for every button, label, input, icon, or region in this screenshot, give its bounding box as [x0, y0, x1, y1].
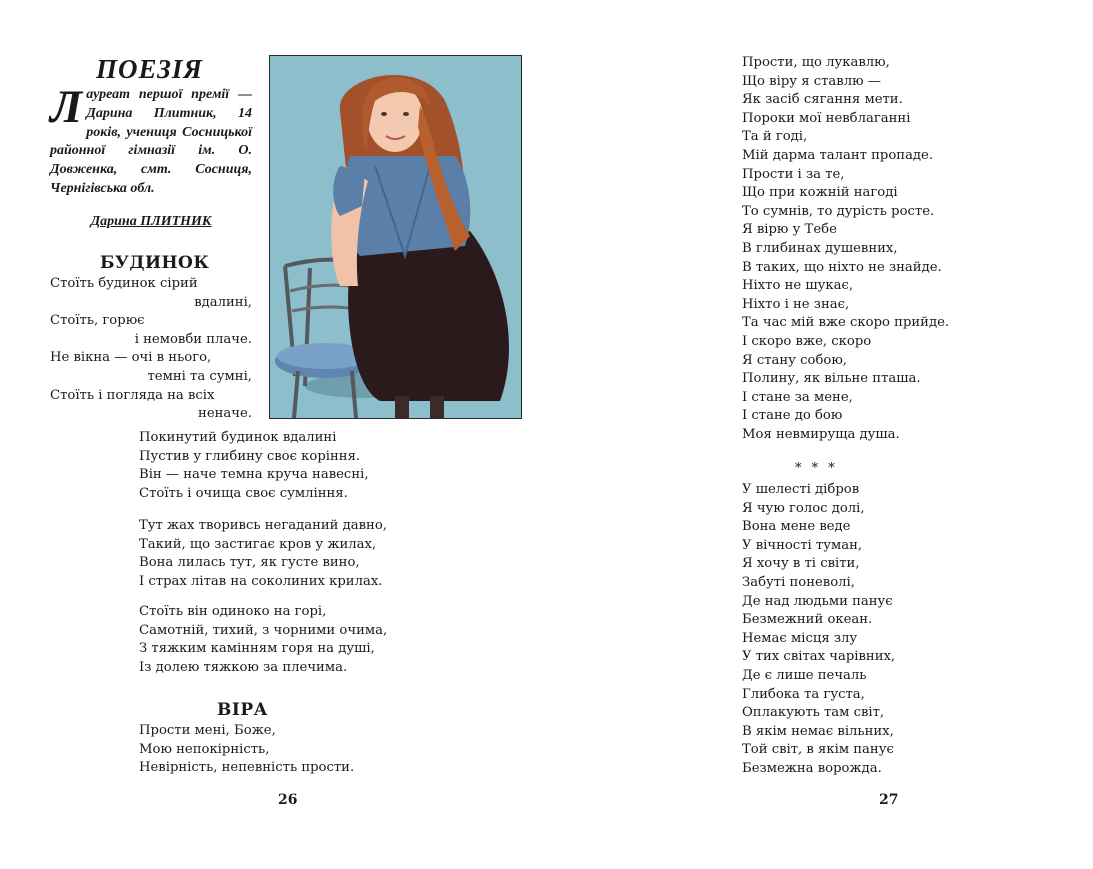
- poem-line: Як засіб сягання мети.: [742, 92, 903, 108]
- poem-line: З тяжким камінням горя на душі,: [139, 641, 375, 657]
- poem-line: і немовби плаче.: [134, 331, 252, 347]
- poem-line: У тих світах чарівних,: [742, 649, 896, 665]
- poem-line: Ніхто не шукає,: [742, 278, 854, 294]
- poem-line: Прости, що лукавлю,: [742, 55, 890, 70]
- poem-line: Той світ, в якім панує: [742, 742, 894, 758]
- poem-line: Прости і за те,: [742, 166, 845, 182]
- poem-budynok-stanza-2: [139, 517, 387, 591]
- author-photo: [269, 55, 522, 419]
- poem-title-budynok: БУДИНОК: [100, 253, 210, 273]
- page-number-left: 26: [278, 792, 298, 808]
- poem-line: У вічності туман,: [742, 537, 863, 553]
- poem-line: Пустив у глибину своє коріння.: [139, 448, 361, 464]
- poem-line: У шелесті дібров: [742, 482, 860, 497]
- poem-line: В таких, що ніхто не знайде.: [742, 259, 942, 275]
- poem-line: Мою непокірність,: [139, 741, 270, 757]
- poem-line: Вона мене веде: [742, 519, 851, 535]
- poem-line: І страх літав на соколиних крилах.: [139, 573, 383, 589]
- poem-line: Оплакують там світ,: [742, 705, 885, 721]
- poem-line: Такий, що застигає кров у жилах,: [139, 536, 377, 552]
- section-title: ПОЕЗІЯ: [96, 54, 203, 84]
- poem-line: Безмежний океан.: [742, 612, 873, 628]
- poem-line: Безмежна ворожда.: [742, 760, 882, 776]
- poem-line: То сумнів, то дурість росте.: [742, 203, 935, 219]
- poem-line: Стоїть будинок сірий: [50, 276, 198, 291]
- poem-line: Де над людьми панує: [742, 593, 893, 609]
- poem-line: Вона лилась тут, як густе вино,: [139, 555, 360, 571]
- poem-line: Пороки мої невблаганні: [742, 110, 911, 126]
- poem-line: Та й годі,: [742, 129, 808, 145]
- poem-line: Стоїть він одиноко на горі,: [139, 604, 327, 619]
- stanza-separator: * * *: [795, 461, 838, 476]
- poem-line: Глибока та густа,: [742, 686, 865, 702]
- poem-line: Не вікна — очі в нього,: [50, 350, 212, 366]
- poem-line: Немає місця злу: [742, 630, 858, 646]
- poem-line: Полину, як вільне пташа.: [742, 371, 921, 387]
- poem-line: Забуті поневолі,: [742, 574, 855, 590]
- author-portrait-image: [270, 56, 521, 418]
- poem-line: Покинутий будинок вдалині: [139, 430, 337, 445]
- poem-line: Що при кожній нагоді: [742, 185, 898, 201]
- poem-budynok-opening: [50, 275, 252, 424]
- poem-budynok-stanza-3: [139, 603, 387, 677]
- poem-line: Мій дарма талант пропаде.: [742, 147, 934, 163]
- page-number-right: 27: [879, 792, 899, 808]
- poem-line: Стоїть, горює: [50, 313, 145, 329]
- poem-line: Невірність, непевність прости.: [139, 760, 355, 776]
- poem-line: Я стану собою,: [742, 352, 848, 368]
- poem-line: І стане до бою: [742, 408, 843, 424]
- poem-line: В якім немає вільних,: [742, 723, 894, 739]
- author-intro: [50, 81, 252, 199]
- poem-untitled: [742, 481, 895, 779]
- poem-line: Ніхто і не знає,: [742, 296, 850, 312]
- poem-line: І скоро вже, скоро: [742, 333, 872, 349]
- poem-line: Моя невмируща душа.: [742, 426, 900, 442]
- poem-line: Він — наче темна круча навесні,: [139, 467, 369, 483]
- poem-line: вдалині,: [194, 294, 252, 310]
- poem-line: Я вірю у Тебе: [742, 222, 837, 238]
- poem-vira-continued: [742, 54, 949, 444]
- intro-dropcap: Л: [50, 81, 83, 133]
- poem-vira-opening: [139, 722, 354, 778]
- poem-line: І стане за мене,: [742, 389, 853, 405]
- poem-line: Стоїть і погляда на всіх: [50, 387, 215, 403]
- poem-line: Прости мені, Боже,: [139, 723, 276, 738]
- poem-line: В глибинах душевних,: [742, 240, 898, 256]
- poem-line: Я чую голос долі,: [742, 500, 865, 516]
- poem-line: Я хочу в ті світи,: [742, 556, 860, 572]
- intro-text: ауреат першої премії — Дарина Плитник, 14 років, учениця Сосницької районної гімназії ім. О. Довженка, смт. Сосниця, Чернігівська обл.: [50, 87, 252, 196]
- poem-line: темні та сумні,: [147, 368, 252, 384]
- left-page: [0, 0, 546, 869]
- poem-budynok-stanza-1: [139, 429, 369, 503]
- poem-author: Дарина ПЛИТНИК: [90, 214, 212, 229]
- poem-line: Стоїть і очища своє сумління.: [139, 485, 348, 501]
- poem-line: Що віру я ставлю —: [742, 73, 881, 89]
- poem-line: Та час мій вже скоро прийде.: [742, 315, 950, 331]
- poem-line: Де є лише печаль: [742, 667, 867, 683]
- poem-line: Самотній, тихий, з чорними очима,: [139, 622, 388, 638]
- poem-title-vira: ВІРА: [217, 700, 268, 720]
- poem-line: Із долею тяжкою за плечима.: [139, 659, 348, 675]
- poem-line: Тут жах творивсь негаданий давно,: [139, 518, 387, 533]
- poem-line: неначе.: [198, 406, 252, 422]
